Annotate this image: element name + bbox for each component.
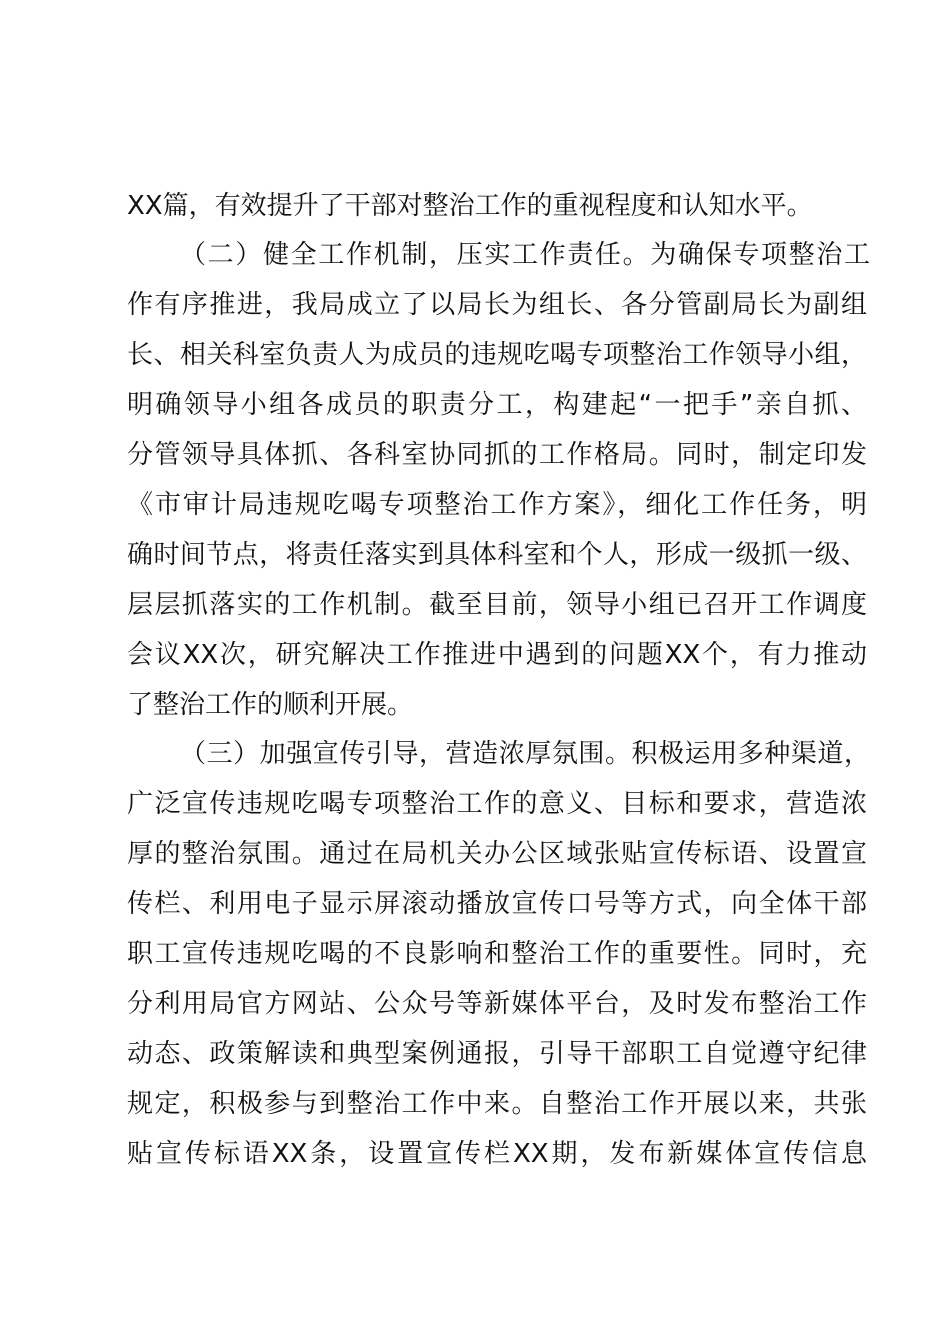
text-line-8: 确时间节点，将责任落实到具体科室和个人，形成一级抓一级、 — [127, 540, 867, 570]
text-line-5: 明确领导小组各成员的职责分工，构建起“一把手”亲自抓、 — [127, 390, 867, 420]
text-line-19: 规定，积极参与到整治工作中来。自整治工作开展以来，共张 — [127, 1089, 867, 1119]
text-line-6: 分管领导具体抓、各科室协同抓的工作格局。同时，制定印发 — [127, 440, 867, 470]
text-line-18: 动态、政策解读和典型案例通报，引导干部职工自觉遵守纪律 — [127, 1039, 867, 1069]
text-line-16: 职工宣传违规吃喝的不良影响和整治工作的重要性。同时，充 — [127, 939, 867, 969]
text-line-14: 厚的整治氛围。通过在局机关办公区域张贴宣传标语、设置宣 — [127, 839, 867, 869]
text-line-15: 传栏、利用电子显示屏滚动播放宣传口号等方式，向全体干部 — [127, 889, 867, 919]
text-line-12: （三）加强宣传引导，营造浓厚氛围。积极运用多种渠道， — [180, 739, 870, 769]
text-line-9: 层层抓落实的工作机制。截至目前，领导小组已召开工作调度 — [127, 590, 867, 620]
text-line-3: 作有序推进，我局成立了以局长为组长、各分管副局长为副组 — [127, 290, 867, 320]
text-line-20: 贴宣传标语XX条，设置宣传栏XX期，发布新媒体宣传信息 — [127, 1139, 867, 1169]
text-line-7: 《市审计局违规吃喝专项整治工作方案》，细化工作任务，明 — [127, 490, 867, 520]
text-line-4: 长、相关科室负责人为成员的违规吃喝专项整治工作领导小组， — [127, 340, 867, 370]
text-line-10: 会议XX次，研究解决工作推进中遇到的问题XX个，有力推动 — [127, 640, 867, 670]
text-line-1: XX篇，有效提升了干部对整治工作的重视程度和认知水平。 — [127, 191, 813, 221]
text-line-11: 了整治工作的顺利开展。 — [127, 690, 414, 720]
text-line-2: （二）健全工作机制，压实工作责任。为确保专项整治工 — [180, 240, 870, 270]
text-line-13: 广泛宣传违规吃喝专项整治工作的意义、目标和要求，营造浓 — [127, 789, 867, 819]
text-line-17: 分利用局官方网站、公众号等新媒体平台，及时发布整治工作 — [127, 989, 867, 1019]
